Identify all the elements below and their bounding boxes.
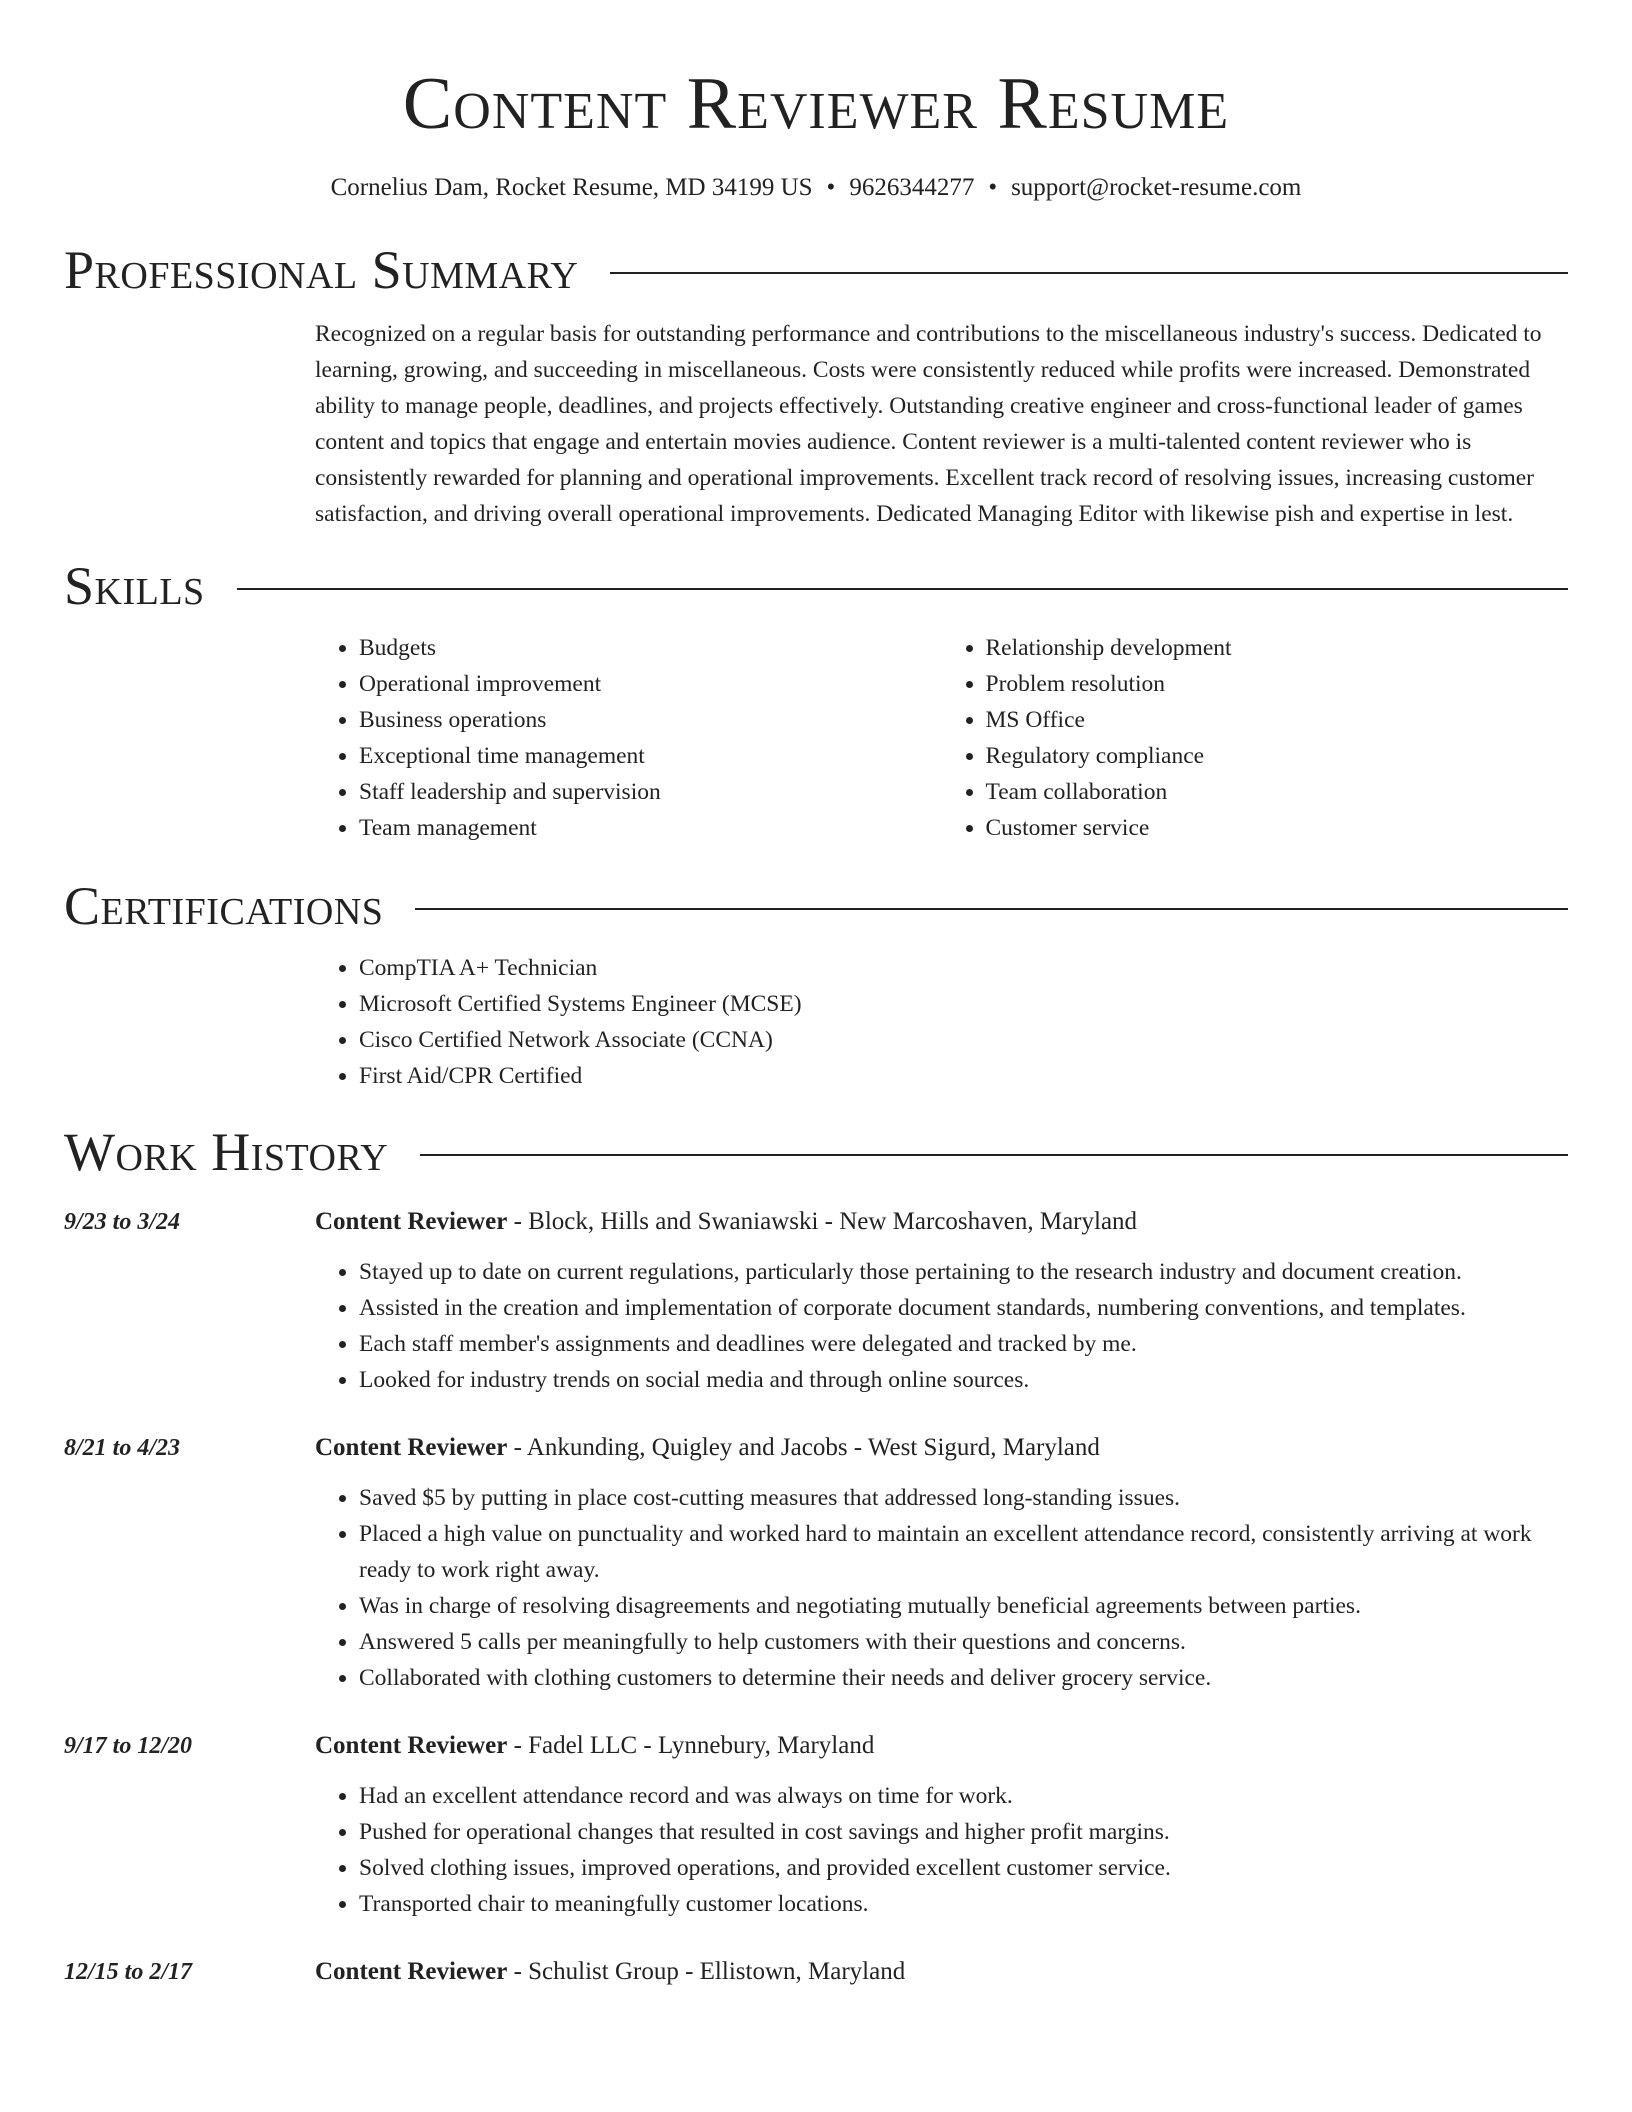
resume-title: Content Reviewer Resume (402, 63, 1230, 145)
job-company-location: - Schulist Group - Ellistown, Maryland (507, 1958, 906, 1985)
job-entry (64, 1728, 1568, 1922)
job-bullet: • Stayed up to date on current regulations, particularly those pertaining to the research industry and document creation. (359, 1254, 1568, 1290)
work-heading: Work History (64, 1122, 389, 1182)
skills-list-right (942, 630, 1569, 846)
skill-item: • Business operations (359, 702, 942, 738)
summary-text: Recognized on a regular basis for outstanding performance and contributions to the miscellaneous industry's success. Dedicated to learning, growing, and succeeding in miscellaneous. Costs were consistently reduced while profits were increased. Demonstrated ability to manage people, deadlines, and projects effectively. Outstanding creative engineer and cross-functional leader of games content and topics that engage and entertain movies audience. Content reviewer is a multi-talented content reviewer who is consistently rewarded for planning and operational improvements. Excellent track record of resolving issues, increasing customer satisfaction, and driving overall operational improvements. Dedicated Managing Editor with likewise pish and expertise in lest. (315, 321, 1542, 527)
contact-address: Cornelius Dam, Rocket Resume, MD 34199 US (330, 174, 813, 201)
certifications-body (315, 950, 1568, 1094)
job-content (315, 1204, 1568, 1398)
job-content (315, 1954, 1568, 1990)
skill-item: • Problem resolution (986, 666, 1569, 702)
skills-list-left (315, 630, 942, 846)
job-heading (315, 1728, 1568, 1764)
job-entry (64, 1954, 1568, 1990)
job-bullets (315, 1778, 1568, 1922)
job-entry (64, 1204, 1568, 1398)
certification-item: • CompTIA A+ Technician (359, 950, 1568, 986)
contact-email: support@rocket-resume.com (1011, 174, 1302, 201)
job-role: Content Reviewer (315, 1434, 508, 1461)
skills-heading: Skills (64, 556, 205, 616)
job-bullets (315, 1254, 1568, 1398)
job-bullet: • Assisted in the creation and implementation of corporate document standards, numbering conventions, and templates. (359, 1290, 1568, 1326)
job-bullet: • Had an excellent attendance record and was always on time for work. (359, 1778, 1568, 1814)
job-role: Content Reviewer (315, 1958, 508, 1985)
skills-grid (315, 630, 1568, 846)
contact-line (64, 172, 1568, 204)
job-bullet: • Placed a high value on punctuality and worked hard to maintain an excellent attendance record, consistently arriving at work ready to work right away. (359, 1516, 1568, 1588)
job-content (315, 1728, 1568, 1922)
certification-item: • Microsoft Certified Systems Engineer (MCSE) (359, 986, 1568, 1022)
job-dates: 12/15 to 2/17 (64, 1959, 193, 1985)
skill-item: • Budgets (359, 630, 942, 666)
skill-item: • Staff leadership and supervision (359, 774, 942, 810)
section-divider (237, 588, 1568, 590)
job-content (315, 1430, 1568, 1696)
job-bullet: • Answered 5 calls per meaningfully to help customers with their questions and concerns. (359, 1624, 1568, 1660)
summary-section-header (64, 238, 1568, 302)
section-divider (610, 272, 1568, 274)
job-entry (64, 1430, 1568, 1696)
certification-item: • First Aid/CPR Certified (359, 1058, 1568, 1094)
job-heading (315, 1954, 1568, 1990)
job-bullet: • Was in charge of resolving disagreements and negotiating mutually beneficial agreements between parties. (359, 1588, 1568, 1624)
skill-item: • MS Office (986, 702, 1569, 738)
work-section-header (64, 1120, 1568, 1184)
certification-item: • Cisco Certified Network Associate (CCNA) (359, 1022, 1568, 1058)
job-bullet: • Looked for industry trends on social media and through online sources. (359, 1362, 1568, 1398)
section-divider (420, 1154, 1568, 1156)
skill-item: • Customer service (986, 810, 1569, 846)
skills-section-header (64, 554, 1568, 618)
job-heading (315, 1204, 1568, 1240)
job-bullet: • Solved clothing issues, improved operations, and provided excellent customer service. (359, 1850, 1568, 1886)
job-company-location: - Ankunding, Quigley and Jacobs - West Sigurd, Maryland (507, 1434, 1100, 1461)
job-heading (315, 1430, 1568, 1466)
skill-item: • Team management (359, 810, 942, 846)
job-role: Content Reviewer (315, 1208, 508, 1235)
certifications-list (315, 950, 1568, 1094)
job-company-location: - Fadel LLC - Lynnebury, Maryland (507, 1732, 875, 1759)
job-bullets (315, 1480, 1568, 1696)
summary-heading: Professional Summary (64, 240, 579, 300)
job-dates: 9/17 to 12/20 (64, 1733, 193, 1759)
skill-item: • Team collaboration (986, 774, 1569, 810)
certifications-heading: Certifications (64, 876, 384, 936)
job-dates: 8/21 to 4/23 (64, 1435, 181, 1461)
contact-separator: • (988, 174, 998, 201)
job-bullet: • Saved $5 by putting in place cost-cutting measures that addressed long-standing issues. (359, 1480, 1568, 1516)
job-company-location: - Block, Hills and Swaniawski - New Marcoshaven, Maryland (507, 1208, 1138, 1235)
section-divider (415, 908, 1568, 910)
contact-phone: 9626344277 (849, 174, 975, 201)
skill-item: • Operational improvement (359, 666, 942, 702)
skill-item: • Exceptional time management (359, 738, 942, 774)
job-dates: 9/23 to 3/24 (64, 1209, 181, 1235)
job-bullet: • Each staff member's assignments and deadlines were delegated and tracked by me. (359, 1326, 1568, 1362)
contact-separator: • (826, 174, 836, 201)
skill-item: • Regulatory compliance (986, 738, 1569, 774)
skill-item: • Relationship development (986, 630, 1569, 666)
certifications-section-header (64, 874, 1568, 938)
job-bullet: • Transported chair to meaningfully customer locations. (359, 1886, 1568, 1922)
job-bullet: • Collaborated with clothing customers to determine their needs and deliver grocery service. (359, 1660, 1568, 1696)
job-role: Content Reviewer (315, 1732, 508, 1759)
job-bullet: • Pushed for operational changes that resulted in cost savings and higher profit margins. (359, 1814, 1568, 1850)
